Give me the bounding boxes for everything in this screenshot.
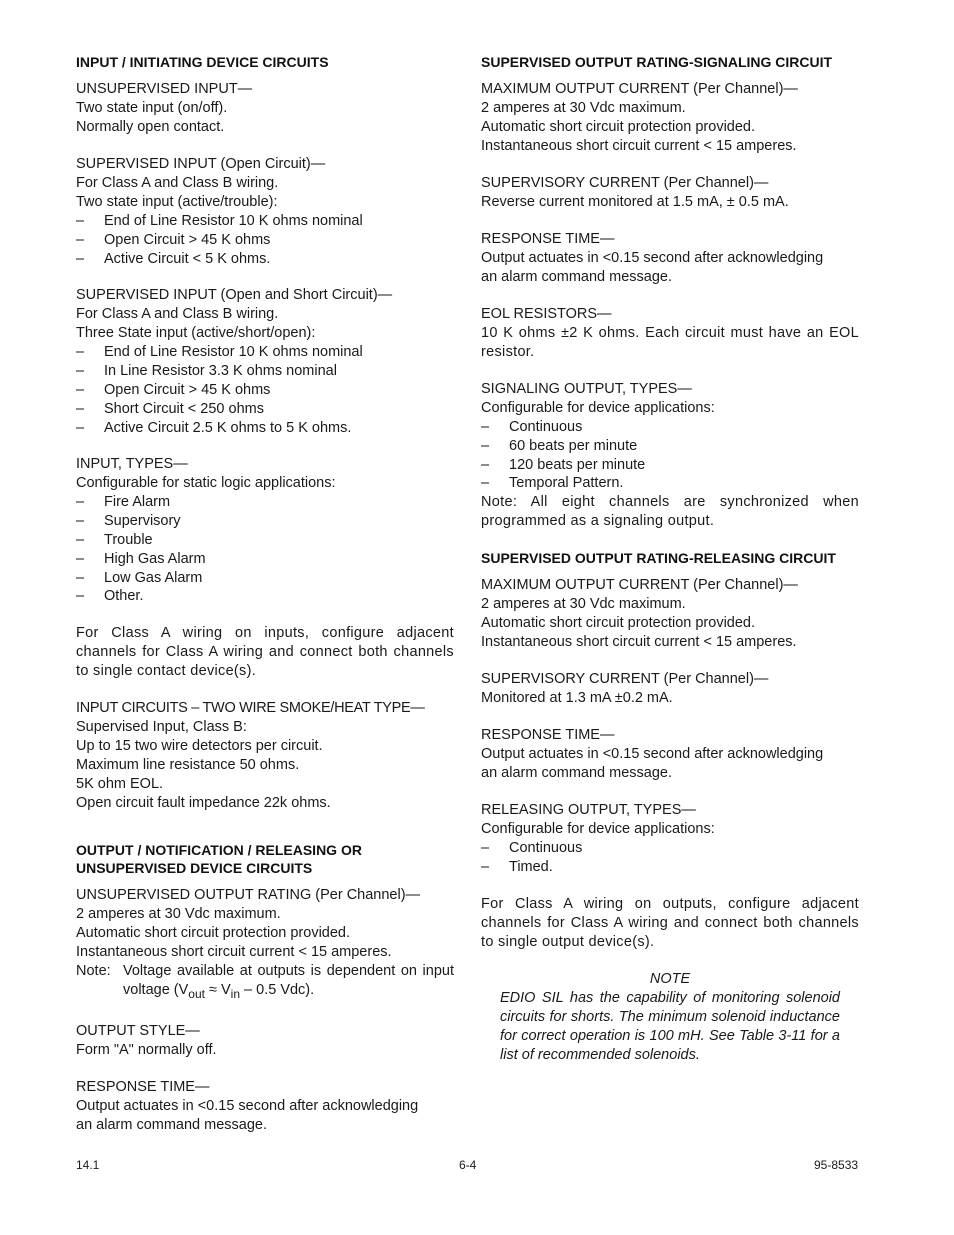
section-heading-input-initiating: INPUT / INITIATING DEVICE CIRCUITS xyxy=(76,54,329,70)
output-style-title: OUTPUT STYLE— xyxy=(76,1023,200,1040)
unsupervised-output-section xyxy=(76,886,454,1004)
list-item: – Continuous xyxy=(481,839,859,858)
dash-list xyxy=(481,418,859,493)
vout-subscript: out xyxy=(188,987,205,1002)
list-item: – Fire Alarm xyxy=(76,493,454,512)
footer-page-number: 6-4 xyxy=(459,1158,477,1172)
list-item: – Low Gas Alarm xyxy=(76,569,454,588)
list-item: – End of Line Resistor 10 K ohms nominal xyxy=(76,212,454,231)
output-style-section xyxy=(76,1022,454,1060)
text-line: Output actuates in <0.15 second after acknowledging xyxy=(76,1098,419,1115)
text-line: Normally open contact. xyxy=(76,119,225,135)
list-item: – 120 beats per minute xyxy=(481,456,859,475)
releasing-supervisory-current-title: SUPERVISORY CURRENT (Per Channel)— xyxy=(481,671,769,688)
note-text xyxy=(123,962,454,1004)
releasing-supervisory-current-section xyxy=(481,670,859,708)
list-item: – Short Circuit < 250 ohms xyxy=(76,400,454,419)
solenoid-note-box xyxy=(500,970,840,1065)
list-item: – Temporal Pattern. xyxy=(481,474,859,493)
text-line: Output actuates in <0.15 second after acknowledging xyxy=(481,250,824,266)
text-line: Two state input (on/off). xyxy=(76,100,228,116)
smoke-heat-title: INPUT CIRCUITS – TWO WIRE SMOKE/HEAT TYPE— xyxy=(76,700,425,717)
left-column xyxy=(76,53,454,1153)
releasing-max-current-title: MAXIMUM OUTPUT CURRENT (Per Channel)— xyxy=(481,577,798,594)
list-item: – Other. xyxy=(76,587,454,606)
note-text-part: ≈ V xyxy=(204,982,231,999)
eol-resistors-text: 10 K ohms ±2 K ohms. Each circuit must have an EOL resistor. xyxy=(481,325,859,360)
smoke-heat-section xyxy=(76,699,454,813)
heading-line: UNSUPERVISED DEVICE CIRCUITS xyxy=(76,860,313,877)
text-line: Instantaneous short circuit current < 15 amperes. xyxy=(481,138,797,154)
releasing-types-section xyxy=(481,801,859,877)
dash-list xyxy=(481,839,859,877)
text-line: Three State input (active/short/open): xyxy=(76,325,316,342)
list-item: – Trouble xyxy=(76,531,454,550)
class-a-inputs-paragraph: For Class A wiring on inputs, configure adjacent channels for Class A wiring and connect both channels to single contact device(s). xyxy=(76,625,454,680)
voltage-note xyxy=(76,962,454,1004)
input-types-title: INPUT, TYPES— xyxy=(76,456,188,473)
text-line: Monitored at 1.3 mA ±0.2 mA. xyxy=(481,690,673,707)
list-item: – Continuous xyxy=(481,418,859,437)
list-item: – End of Line Resistor 10 K ohms nominal xyxy=(76,343,454,362)
section-heading-releasing: SUPERVISED OUTPUT RATING-RELEASING CIRCUIT xyxy=(481,550,836,567)
unsupervised-input-title: UNSUPERVISED INPUT— xyxy=(76,81,253,97)
text-line: Up to 15 two wire detectors per circuit. xyxy=(76,738,323,755)
text-line: Open circuit fault impedance 22k ohms. xyxy=(76,795,331,812)
releasing-max-current-section xyxy=(481,576,859,652)
text-line: Supervised Input, Class B: xyxy=(76,719,247,736)
signaling-types-title: SIGNALING OUTPUT, TYPES— xyxy=(481,381,692,397)
dash-list xyxy=(76,493,454,606)
footer-document-number: 95-8533 xyxy=(814,1158,859,1172)
response-time-section xyxy=(76,1078,454,1135)
note-body: EDIO SIL has the capability of monitoring solenoid circuits for shorts. The minimum solenoid inductance for correct operation is 100 mH. See Table 3-11 for a list of recommended solenoids. xyxy=(500,989,840,1063)
text-line: an alarm command message. xyxy=(481,765,672,782)
vin-subscript: in xyxy=(230,987,241,1002)
eol-resistors-section xyxy=(481,305,859,362)
response-time-title: RESPONSE TIME— xyxy=(481,231,615,247)
supervised-input-open-section xyxy=(76,155,454,268)
text-line: Form "A" normally off. xyxy=(76,1042,217,1059)
right-column xyxy=(481,53,859,1065)
note-label: Note: xyxy=(76,963,111,980)
text-line: an alarm command message. xyxy=(76,1117,267,1134)
text-line: Reverse current monitored at 1.5 mA, ± 0.5 mA. xyxy=(481,194,789,210)
text-line: Configurable for device applications: xyxy=(481,821,715,838)
section-heading-signaling: SUPERVISED OUTPUT RATING-SIGNALING CIRCUIT xyxy=(481,54,833,70)
text-line: Output actuates in <0.15 second after acknowledging xyxy=(481,746,824,763)
list-item: – Supervisory xyxy=(76,512,454,531)
text-line: 5K ohm EOL. xyxy=(76,776,164,793)
max-output-current-section xyxy=(481,80,859,156)
supervised-input-open-title: SUPERVISED INPUT (Open Circuit)— xyxy=(76,156,326,172)
list-item: – High Gas Alarm xyxy=(76,550,454,569)
max-output-current-title: MAXIMUM OUTPUT CURRENT (Per Channel)— xyxy=(481,81,798,97)
list-item: – Open Circuit > 45 K ohms xyxy=(76,381,454,400)
heading-line: OUTPUT / NOTIFICATION / RELEASING OR xyxy=(76,842,362,859)
note-title: NOTE xyxy=(649,970,691,987)
response-time-title: RESPONSE TIME— xyxy=(76,1079,210,1096)
list-item: – Open Circuit > 45 K ohms xyxy=(76,231,454,250)
synchronized-note: Note: All eight channels are synchronized when programmed as a signaling output. xyxy=(481,494,859,530)
text-line: Two state input (active/trouble): xyxy=(76,194,278,210)
response-time-section xyxy=(481,230,859,287)
text-line: For Class A and Class B wiring. xyxy=(76,175,279,191)
text-line: an alarm command message. xyxy=(481,269,672,285)
text-line: For Class A and Class B wiring. xyxy=(76,306,279,323)
text-line: Configurable for static logic applications: xyxy=(76,475,336,492)
footer-revision: 14.1 xyxy=(76,1158,100,1172)
supervisory-current-title: SUPERVISORY CURRENT (Per Channel)— xyxy=(481,175,769,191)
note-text-part: – 0.5 Vdc). xyxy=(240,982,315,999)
releasing-response-time-section xyxy=(481,726,859,783)
dash-list xyxy=(76,212,454,268)
supervised-input-open-short-title: SUPERVISED INPUT (Open and Short Circuit)— xyxy=(76,287,393,304)
list-item: – In Line Resistor 3.3 K ohms nominal xyxy=(76,362,454,381)
dash-list xyxy=(76,343,454,437)
list-item: – Active Circuit < 5 K ohms. xyxy=(76,250,454,269)
text-line: Configurable for device applications: xyxy=(481,400,715,416)
text-line: Automatic short circuit protection provided. xyxy=(76,925,351,942)
unsupervised-output-title: UNSUPERVISED OUTPUT RATING (Per Channel)— xyxy=(76,887,421,904)
text-line: 2 amperes at 30 Vdc maximum. xyxy=(76,906,281,923)
class-a-outputs-paragraph: For Class A wiring on outputs, configure adjacent channels for Class A wiring and connect both channels to single output device(s). xyxy=(481,895,859,950)
list-item: – Active Circuit 2.5 K ohms to 5 K ohms. xyxy=(76,419,454,438)
supervised-input-open-short-section xyxy=(76,286,454,437)
list-item: – 60 beats per minute xyxy=(481,437,859,456)
text-line: Maximum line resistance 50 ohms. xyxy=(76,757,300,774)
text-line: Instantaneous short circuit current < 15 amperes. xyxy=(481,634,797,651)
text-line: Instantaneous short circuit current < 15 amperes. xyxy=(76,944,392,961)
unsupervised-input-section xyxy=(76,80,454,137)
note-text-part: Voltage available at outputs is dependent on input voltage (V xyxy=(123,963,454,999)
text-line: 2 amperes at 30 Vdc maximum. xyxy=(481,100,686,116)
signaling-types-section xyxy=(481,380,859,531)
releasing-response-time-title: RESPONSE TIME— xyxy=(481,727,615,744)
input-types-section xyxy=(76,455,454,606)
text-line: 2 amperes at 30 Vdc maximum. xyxy=(481,596,686,613)
supervisory-current-section xyxy=(481,174,859,212)
text-line: Automatic short circuit protection provided. xyxy=(481,615,756,632)
section-heading-output xyxy=(76,841,454,877)
eol-resistors-title: EOL RESISTORS— xyxy=(481,306,612,322)
text-line: Automatic short circuit protection provided. xyxy=(481,119,756,135)
list-item: – Timed. xyxy=(481,858,859,877)
releasing-types-title: RELEASING OUTPUT, TYPES— xyxy=(481,802,696,819)
